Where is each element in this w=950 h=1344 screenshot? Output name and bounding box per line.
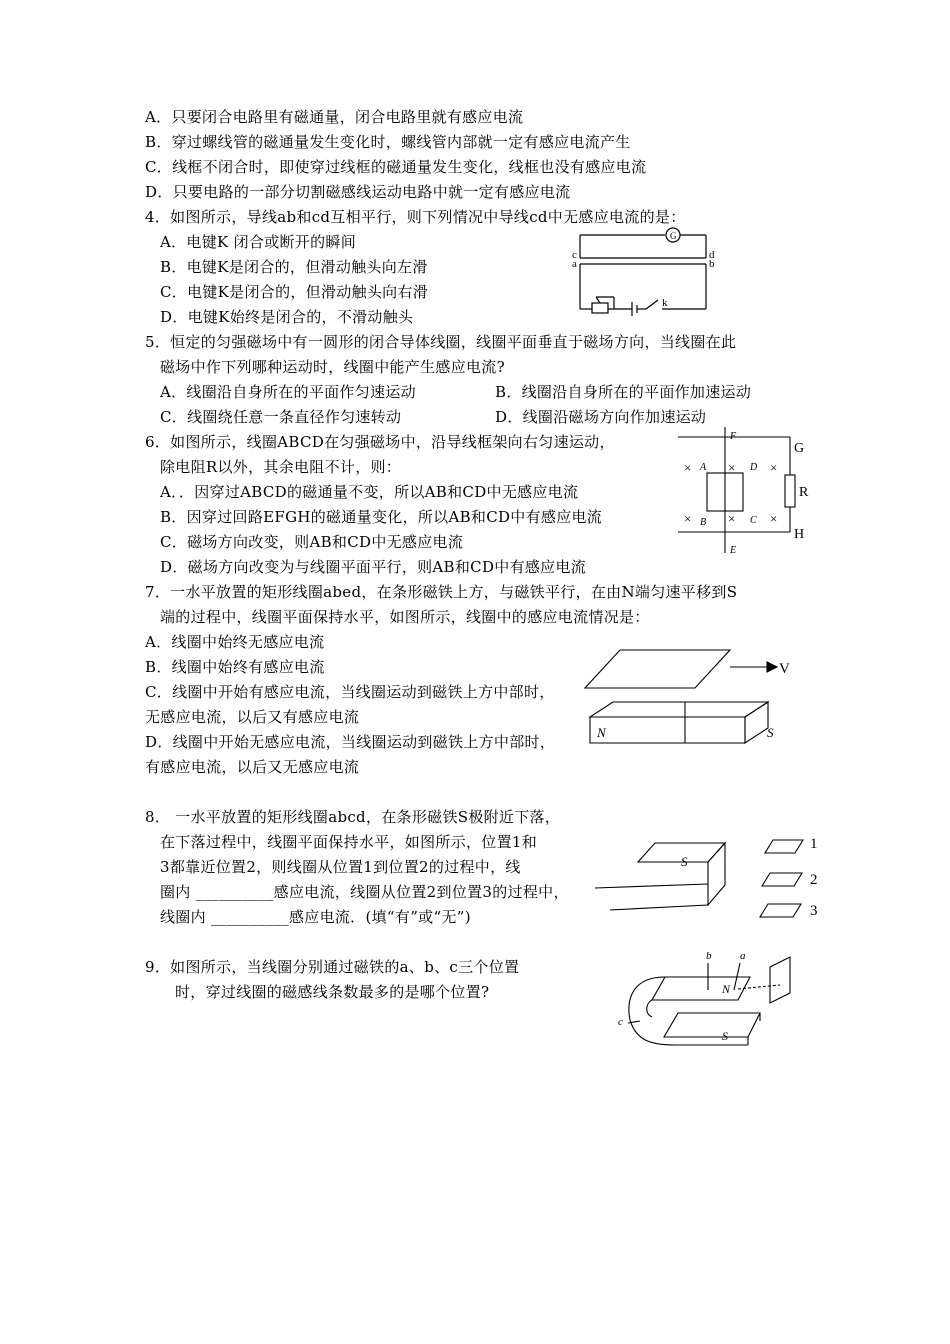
label-a: a [740,950,746,962]
q4-option-a: A．电键K 闭合或断开的瞬间 [160,233,357,251]
q5-option-c: C．线圈绕任意一条直径作匀速转动 [160,408,402,426]
field-cross: × [684,460,692,475]
magnet-bend [629,977,675,1045]
rheostat-icon [592,303,608,313]
q3-option-a: A．只要闭合电路里有磁通量，闭合电路里就有感应电流 [145,108,524,126]
field-cross: × [728,460,736,475]
q7-stem-cont: 端的过程中，线圈平面保持水平，如图所示，线圈中的感应电流情况是： [160,608,650,626]
q4-circuit-figure [570,225,720,320]
label-r: R [799,485,809,500]
q7-stem: 7．一水平放置的矩形线圈abed，在条形磁铁上方，与磁铁平行，在由N端匀速平移到S [145,583,738,601]
q7-option-c: C．线圈中开始有感应电流，当线圈运动到磁铁上方中部时， [145,683,555,701]
field-cross: × [770,460,778,475]
label-s: S [767,725,774,740]
label-k: k [662,297,668,309]
q9-stem-cont: 时，穿过线圈的磁感线条数最多的是哪个位置? [175,983,490,1001]
q6-option-d: D．磁场方向改变为与线圈平面平行，则AB和CD中有感应电流 [160,558,587,576]
q5-option-b: B．线圈沿自身所在的平面作加速运动 [495,383,752,401]
label-e: E [730,545,737,556]
q7-option-b: B．线圈中始终有感应电流 [145,658,325,676]
label-g: G [794,441,805,456]
q6-option-b: B．因穿过回路EFGH的磁通量变化，所以AB和CD中有感应电流 [160,508,603,526]
label-position-2: 2 [810,872,818,888]
q7-option-a: A．线圈中始终无感应电流 [145,633,325,651]
field-line-c [628,1021,640,1023]
label-a: A [700,462,707,473]
q6-frame-figure [670,425,815,560]
resistor-r-icon [785,475,795,507]
label-c: c [572,249,577,261]
label-s: S [722,1029,728,1043]
coil-position-3 [760,904,801,917]
field-cross: × [728,511,736,526]
label-position-3: 3 [810,903,818,919]
coil-position-1 [765,840,803,853]
q7-option-c-cont: 无感应电流，以后又有感应电流 [145,708,360,726]
magnet-lower-arm [664,1013,760,1037]
field-cross: × [684,511,692,526]
galvanometer-label: G [670,231,677,241]
label-s: S [681,854,688,869]
label-position-1: 1 [810,836,818,852]
q8-magnet-figure [595,830,825,920]
coil-plane [585,650,730,688]
coil-position-2 [762,873,802,886]
q5-stem-cont: 磁场中作下列哪种运动时，线圈中能产生感应电流? [160,358,505,376]
q8-line-4: 圈内 __________感应电流，线圈从位置2到位置3的过程中， [160,883,569,901]
label-b: b [706,950,712,962]
q6-stem-cont: 除电阻R以外，其余电阻不计，则： [160,458,402,476]
q7-magnet-figure [585,645,810,750]
q7-option-d: D．线圈中开始无感应电流，当线圈运动到磁铁上方中部时， [145,733,556,751]
label-f: F [730,431,737,442]
field-cross: × [770,511,778,526]
q6-option-a: A．．因穿过ABCD的磁通量不变，所以AB和CD中无感应电流 [160,483,579,501]
q8-stem: 8． 一水平放置的矩形线圈abcd，在条形磁铁S极附近下落， [145,808,561,826]
label-b: b [709,258,715,270]
q3-option-c: C．线框不闭合时，即使穿过线框的磁通量发生变化，线框也没有感应电流 [145,158,647,176]
label-h: H [794,527,805,542]
q5-option-a: A．线圈沿自身所在的平面作匀速运动 [160,383,416,401]
magnet-upper-arm [652,977,750,1000]
q7-option-d-cont: 有感应电流，以后又无感应电流 [145,758,360,776]
label-c: c [618,1016,623,1028]
label-c: C [750,515,757,526]
q6-option-c: C．磁场方向改变，则AB和CD中无感应电流 [160,533,464,551]
coil-position-a [770,957,790,1003]
label-n: N [597,725,606,740]
switch-k-icon [646,300,658,309]
label-v: V [779,661,790,677]
q5-option-d: D．线圈沿磁场方向作加速运动 [495,408,707,426]
q3-option-b: B．穿过螺线管的磁通量发生变化时，螺线管内部就一定有感应电流产生 [145,133,631,151]
q9-magnet-figure [610,945,810,1055]
q3-option-d: D．只要电路的一部分切割磁感线运动电路中就一定有感应电流 [145,183,571,201]
q8-line-2: 在下落过程中，线圈平面保持水平，如图所示，位置1和 [160,833,538,851]
q8-line-5: 线圈内 __________感应电流．(填“有”或“无”) [160,908,471,926]
q4-option-b: B．电键K是闭合的，但滑动触头向左滑 [160,258,428,276]
q4-option-c: C．电键K是闭合的，但滑动触头向右滑 [160,283,429,301]
q4-stem: 4．如图所示，导线ab和cd互相平行，则下列情况中导线cd中无感应电流的是： [145,208,686,226]
q4-option-d: D．电键K始终是闭合的，不滑动触头 [160,308,414,326]
label-d: D [750,462,758,473]
label-d: d [709,249,715,261]
label-n: N [722,982,731,996]
q5-stem: 5．恒定的匀强磁场中有一圆形的闭合导体线圈，线圈平面垂直于磁场方向，当线圈在此 [145,333,737,351]
q6-stem: 6．如图所示，线圈ABCD在匀强磁场中，沿导线框架向右匀速运动， [145,433,615,451]
magnet-end [708,843,725,905]
q9-stem: 9．如图所示，当线圈分别通过磁铁的a、b、c三个位置 [145,958,520,976]
label-a: a [572,258,577,270]
label-b: B [700,517,707,528]
q8-line-3: 3都靠近位置2，则线圈从位置1到位置2的过程中，线 [160,858,521,876]
velocity-arrow-icon [767,662,777,672]
